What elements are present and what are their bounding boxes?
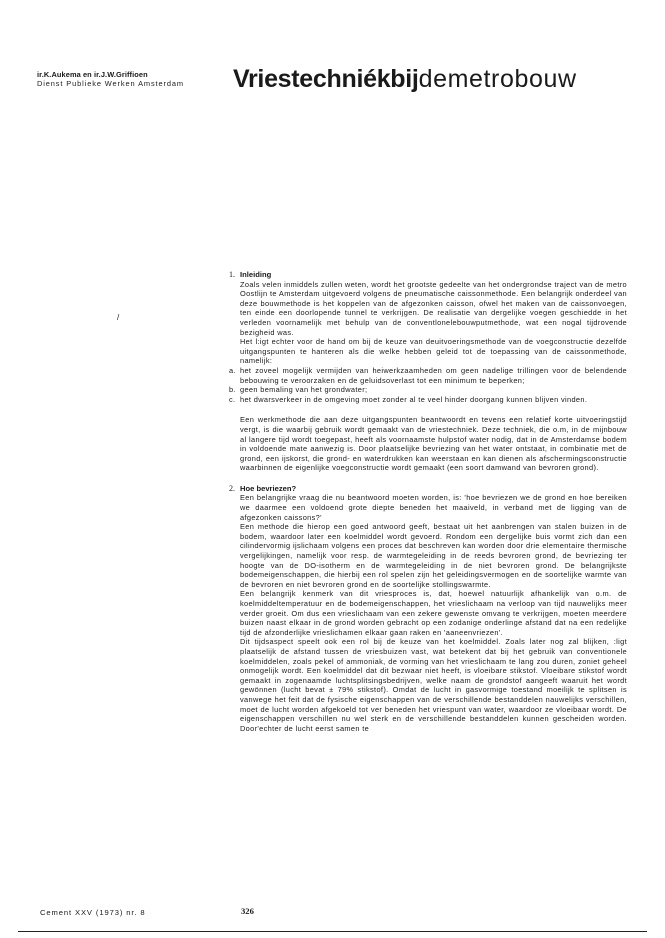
paragraph: Een methode die hierop een goed antwoord geeft, bestaat uit het aanbrengen van stalen buizen in de bodem, waardoor later een koelmiddel wordt gevoerd. Rondom een dergelijke buis vormt zich dan een cilindervormig ijslichaam volgens een proces dat beschreven kan worden door drie elementaire thermische vergelijkingen, namelijk voor resp. de warmtegeleiding in de reeds bevroren grond, de bevriezing ter hoogte van de DO-isotherm en de warmtegeleiding in de niet bevroren grond. De belangrijkste bodemeigenschappen, die hierbij een rol spelen zijn het geleidingsvermogen en de soortelijke warmte van de bevroren en niet bevroren grond en de soortelijke stollingswarmte. <box>240 522 627 589</box>
stray-mark: / <box>117 313 120 322</box>
paragraph: Zoals velen inmiddels zullen weten, wordt het grootste gedeelte van het ondergrondse traject van de metro Oostlijn te Amsterdam uitgevoerd volgens de pneumatische caissonmethode. Een belangrijk onderdeel van deze bouwmethode is het koppelen van de afgezonken caisson, ofwel het maken van de caissonvoegen, ten einde een doorlopende tunnel te verkrijgen. De realisatie van dergelijke voegen geschiedde in het verleden voornamelijk met behulp van de conventlonelebouwputmethode, wat een nogal tijdrovende bezigheid was. <box>240 279 627 337</box>
author-affiliation: Dienst Publieke Werken Amsterdam <box>37 79 184 89</box>
section-1-heading <box>229 270 627 280</box>
paragraph: Een werkmethode die aan deze uitgangspunten beantwoordt en tevens een relatief korte uitvoeringstijd vergt, is die waarbij gebruik wordt gemaakt van de vriestechniek. Deze techniek, die o.m, in de mijnbouw al langere tijd wordt toegepast, heeft als voornaamste hulpstof water nodig, dat in de Amsterdamse bodem in voldoende mate aanwezig is. Door plaatselijke bevriezing van het water ontstaat, in combinatie met de grond, een ijskorst, die grond- en waterdrukken kan weerstaan en kan dienen als afschermingsconstructie waarbinnen de eigenlijke voegconstructie wordt gemaakt (een soort damwand van bevroren grond). <box>240 415 627 473</box>
list-text: het dwarsverkeer in de omgeving moet zonder al te veel hinder doorgang kunnen blijven vinden. <box>240 394 588 404</box>
author-names: ir.K.Aukema en ir.J.W.Griffioen <box>37 70 148 79</box>
list-text: het zoveel mogelijk vermijden van heiwerkzaamheden om geen nadelige trillingen voor de belendende bebouwing te veroorzaken en de geluidsoverlast tot een minimum te beperken; <box>240 365 627 385</box>
article-body <box>229 270 627 733</box>
author-block <box>37 70 184 88</box>
section-2-heading <box>229 484 627 494</box>
bottom-rule <box>18 931 647 932</box>
list-item <box>229 366 627 385</box>
list-marker: c. <box>229 394 236 404</box>
section-title: Hoe bevriezen? <box>240 483 297 493</box>
section-title: Inleiding <box>240 270 272 279</box>
list-item <box>229 385 627 395</box>
article-title-light: demetrobouw <box>418 65 577 93</box>
journal-reference: Cement XXV (1973) nr. 8 <box>40 908 146 917</box>
paragraph: Een belangrijke vraag die nu beantwoord moeten worden, is: 'hoe bevriezen we de grond en hoe bereiken we daarmee een voldoend grote diepte beneden het maaiveld, in verband met de ligging van de afgezonken caissons?' <box>240 493 627 522</box>
page-number: 326 <box>241 906 254 916</box>
list-text: geen bemaling van het grondwater; <box>240 385 368 395</box>
article-title <box>233 62 577 96</box>
paragraph: Het l:igt echter voor de hand om bij de keuze van deuitvoeringsmethode van de voegconstructie dezelfde uitgangspunten te hanteren als die welke hebben geleid tot de toepassing van de caissonmethode, namelijk: <box>240 337 627 366</box>
paragraph: Dit tijdsaspect speelt ook een rol bij de keuze van het koelmiddel. Zoals later nog zal blijken, :ligt plaatselijk de afstand tussen de vriesbuizen vast, wat betekent dat bij het gebruik van conventionele koelmiddelen, zoals pekel of ammoniak, de vorming van het vrieslichaam te lang zou duren, zoniet geheel onmogelijk wordt. Een koelmiddel dat dit bezwaar niet heeft, is vloeibare stikstof. Vloeibare stikstof wordt gemaakt in zogenaamde luchtsplitsingsbedrijven, welke naam de grondstof aangeeft waaruit het wordt gewönnen (lucht bevat ± 79% stikstof). Omdat de lucht in gasvormige toestand moeilijk te splitsen is vanwege het feit dat de fysische eigenschappen van de verschillende bestanddelen nauwelijks verschillen, moet de lucht worden afgekoeld tot ver beneden het vriespunt van water, waardoor ze vloeibaar wordt. De eigenschappen verschillen nu wel sterk en de verschillende bestanddelen kunnen gescheiden worden. Door'echter de lucht eerst samen te <box>240 637 627 733</box>
section-number: 1. <box>229 270 235 279</box>
requirements-list <box>229 366 627 404</box>
section-number: 2. <box>229 483 235 493</box>
list-marker: a. <box>229 365 236 375</box>
list-item <box>229 395 627 405</box>
paragraph: Een belangrijk kenmerk van dit vriesproces is, dat, hoewel natuurlijk afhankelijk van o.m. de koelmiddeltemperatuur en de bodemeigenschappen, het vrieslichaam na verloop van tijd nauwelijks meer verder groeit. Om dus een vrieslichaam van een zekere gewenste omvang te verkrijgen, moeten meerdere buizen naast elkaar in de grond worden gebracht op een zodanige onderlinge afstand dat na een redelijke tijd de afzonderlijke vrieslichamen elkaar gaan raken en 'aaneenvriezen'. <box>240 589 627 637</box>
article-title-bold: Vriestechniékbij <box>233 65 419 93</box>
list-marker: b. <box>229 385 236 395</box>
